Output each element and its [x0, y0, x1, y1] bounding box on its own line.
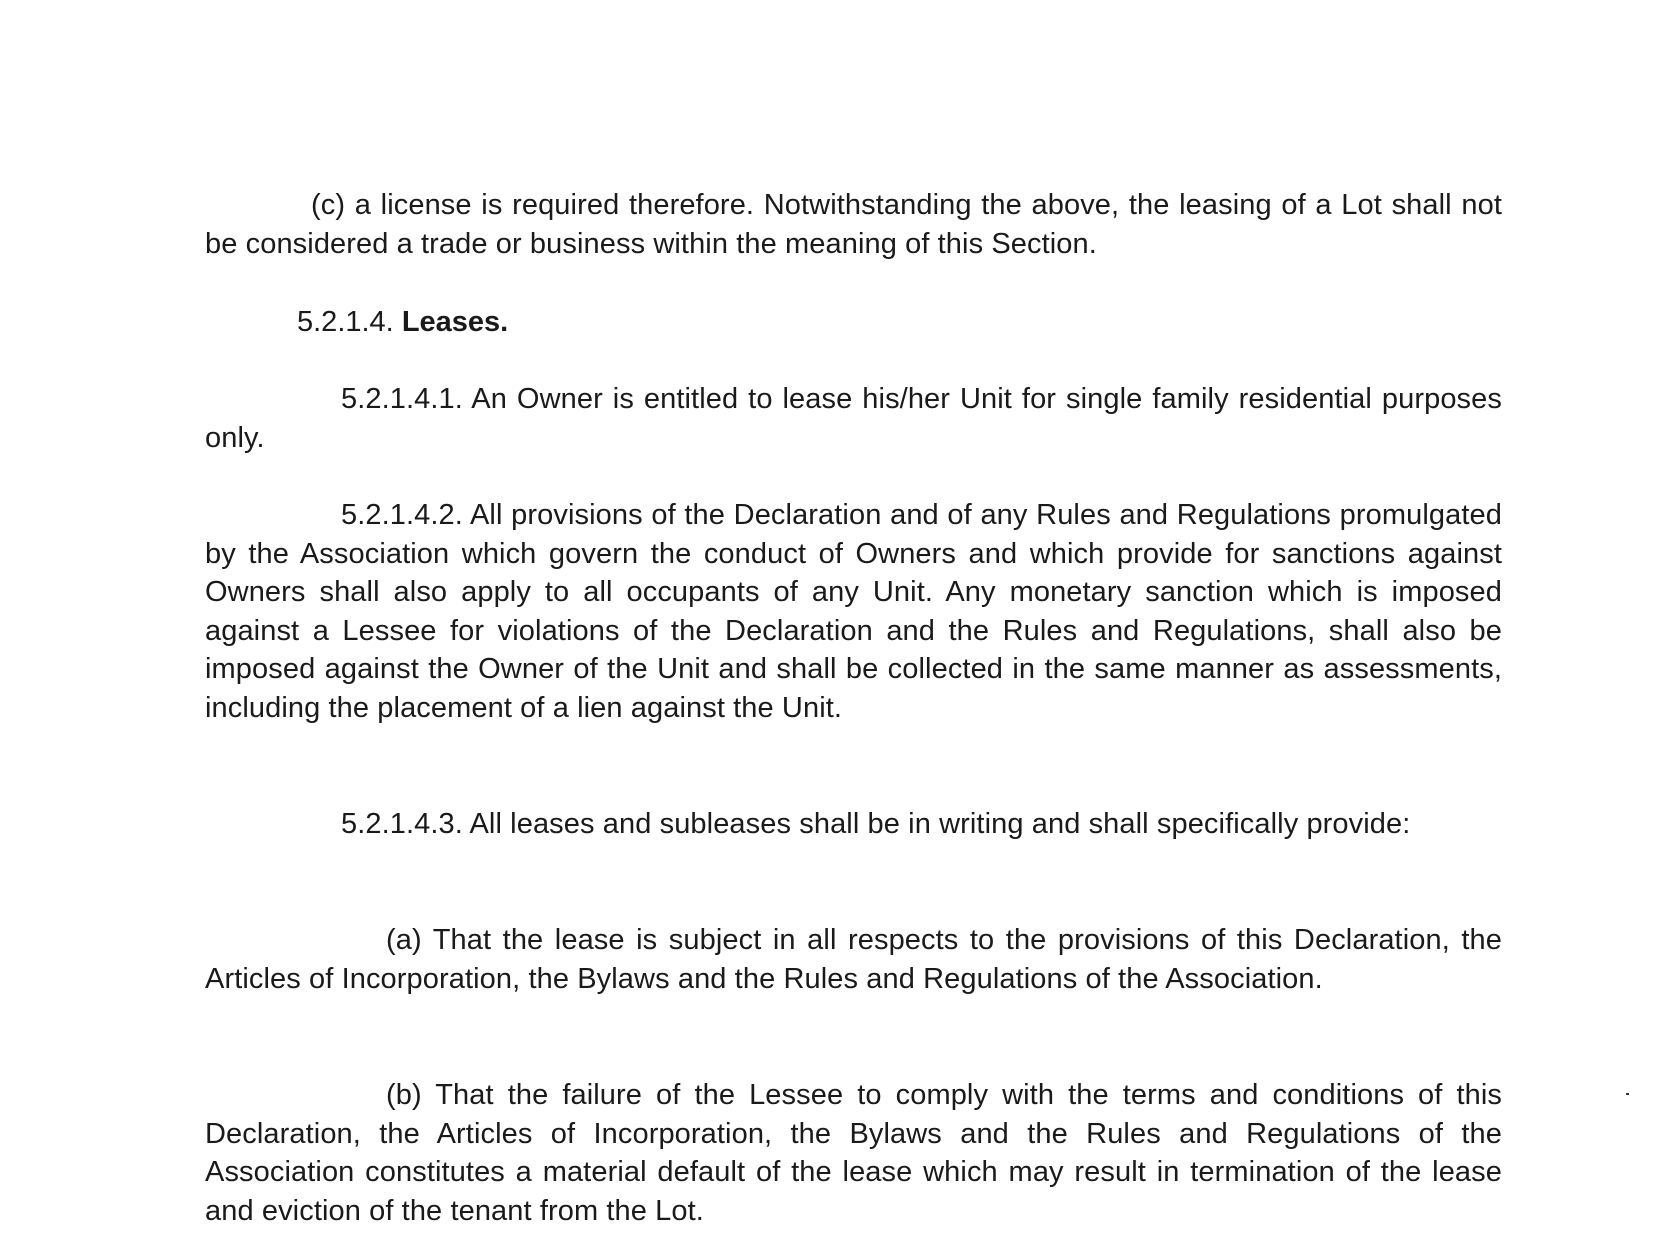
section-heading-number: 5.2.1.4. [297, 306, 394, 338]
scan-speck [1626, 1093, 1629, 1095]
section-heading-title: Leases. [401, 306, 509, 338]
section-heading-leases [297, 303, 508, 342]
paragraph-5-2-1-4-1: 5.2.1.4.1. An Owner is entitled to lease his/her Unit for single family residential purposes only. [205, 383, 1502, 454]
paragraph-b-lessee-failure: (b) That the failure of the Lessee to comply with the terms and conditions of this Declaration, the Articles of Incorporation, the Bylaws and the Rules and Regulations of the Association constitutes a material default of the lease which may result in termination of the lease and eviction of the tenant from the Lot. [205, 1079, 1502, 1227]
paragraph-a-lease-subject: (a) That the lease is subject in all respects to the provisions of this Declaration, the Articles of Incorporation, the Bylaws and the Rules and Regulations of the Association. [205, 924, 1502, 995]
paragraph-5-2-1-4-3: 5.2.1.4.3. All leases and subleases shall be in writing and shall specifically provide: [341, 808, 1411, 840]
paragraph-c-license: (c) a license is required therefore. Notwithstanding the above, the leasing of a Lot shall not be considered a trade or business within the meaning of this Section. [205, 189, 1502, 260]
paragraph-5-2-1-4-2: 5.2.1.4.2. All provisions of the Declaration and of any Rules and Regulations promulgated by the Association which govern the conduct of Owners and which provide for sanctions against Owners shall also apply to all occupants of any Unit. Any monetary sanction which is imposed against a Lessee for violations of the Declaration and the Rules and Regulations, shall also be imposed against the Owner of the Unit and shall be collected in the same manner as assessments, including the placement of a lien against the Unit. [205, 499, 1502, 724]
